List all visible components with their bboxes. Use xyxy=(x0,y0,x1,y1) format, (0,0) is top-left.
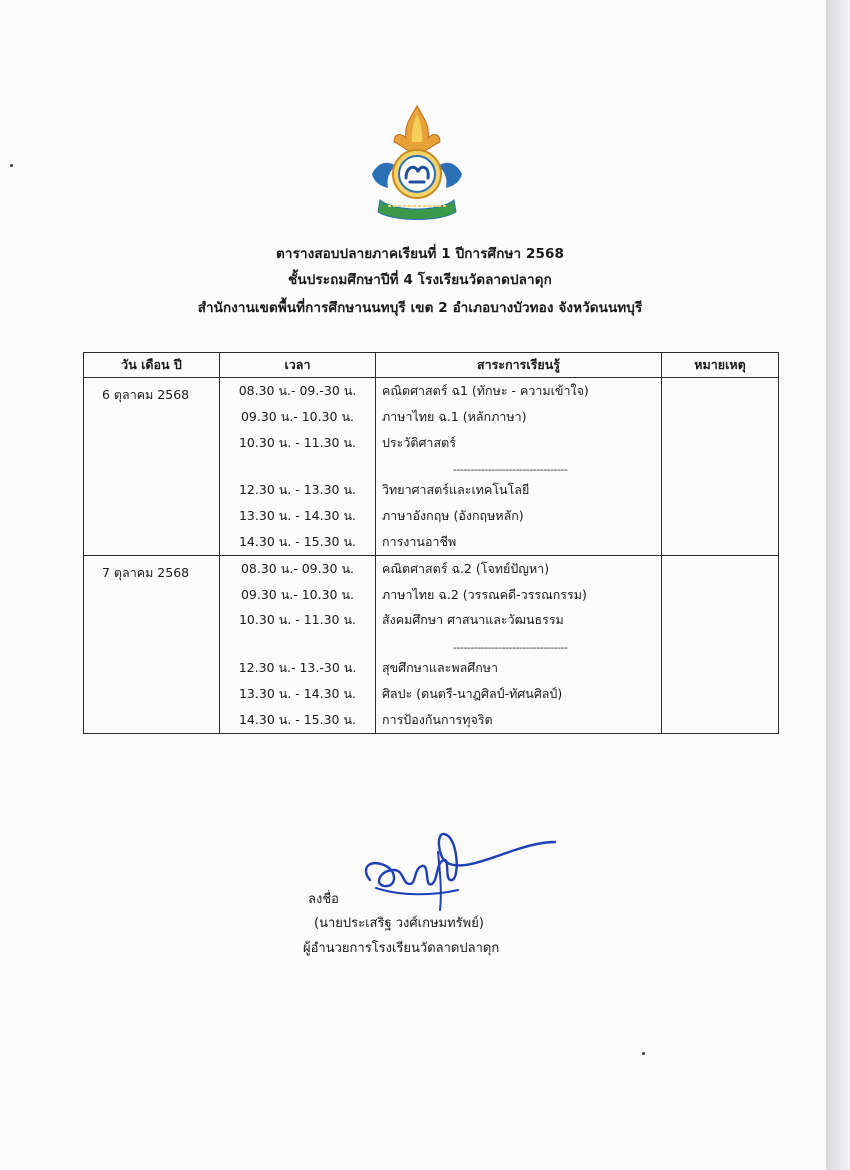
time-slot: 13.30 น. - 14.30 น. xyxy=(238,685,356,701)
time-slot: 08.30 น.- 09.30 น. xyxy=(240,560,355,576)
time-slot: 08.30 น.- 09.-30 น. xyxy=(238,383,357,398)
lunch-separator: --------------------------------- xyxy=(453,463,568,477)
date-cell: 6 ตุลาคม 2568 xyxy=(84,378,220,556)
time-slot: 14.30 น. - 15.30 น. xyxy=(238,711,356,727)
time-cell xyxy=(220,378,376,556)
subject-item: คณิตศาสตร์ ฉ1 (ทักษะ - ความเข้าใจ) xyxy=(382,383,589,398)
signer-name: (นายประเสริฐ วงศ์เกษมทรัพย์) xyxy=(314,916,484,931)
sign-label: ลงชื่อ xyxy=(308,892,339,907)
header-remark: หมายเหตุ xyxy=(662,353,779,378)
header-subject: สาระการเรียนรู้ xyxy=(376,353,662,378)
table-header-row xyxy=(84,353,779,378)
time-slot: 09.30 น.- 10.30 น. xyxy=(240,408,355,424)
remark-cell xyxy=(662,378,779,556)
title-line-3: สำนักงานเขตพื้นที่การศึกษานนทบุรี เขต 2 อำเภอบางบัวทอง จังหวัดนนทบุรี xyxy=(197,300,643,316)
subject-item: วิทยาศาสตร์และเทคโนโลยี xyxy=(382,482,530,498)
signer-position: ผู้อำนวยการโรงเรียนวัดลาดปลาดุก xyxy=(303,941,500,956)
subject-item: ภาษาไทย ฉ.2 (วรรณคดี-วรรณกรรม) xyxy=(382,586,587,602)
subject-item: การงานอาชีพ xyxy=(382,533,457,549)
scan-speck xyxy=(642,1052,645,1055)
time-slot: 10.30 น. - 11.30 น. xyxy=(238,612,356,628)
subject-item: ศิลปะ (ดนตรี-นาฎศิลป์-ทัศนศิลป์) xyxy=(382,685,563,701)
time-slot: 13.30 น. - 14.30 น. xyxy=(238,508,356,524)
subject-item: สุขศึกษาและพลศึกษา xyxy=(382,660,499,676)
scan-speck xyxy=(10,164,13,167)
time-slot: 10.30 น. - 11.30 น. xyxy=(238,434,356,450)
school-district-emblem-icon xyxy=(364,104,470,226)
subject-item: ประวัติศาสตร์ xyxy=(382,434,456,450)
subject-item: การป้องกันการทุจริต xyxy=(382,711,493,727)
lunch-separator: --------------------------------- xyxy=(453,641,568,655)
time-slot: 12.30 น.- 13.-30 น. xyxy=(238,660,357,676)
table-row xyxy=(84,555,779,733)
subject-item: สังคมศึกษา ศาสนาและวัฒนธรรม xyxy=(382,612,564,628)
subject-item: คณิตศาสตร์ ฉ.2 (โจทย์ปัญหา) xyxy=(382,560,550,576)
title-line-1: ตารางสอบปลายภาคเรียนที่ 1 ปีการศึกษา 2568 xyxy=(276,246,564,262)
time-cell xyxy=(220,555,376,733)
time-slot: 12.30 น. - 13.30 น. xyxy=(238,482,356,498)
title-line-2: ชั้นประถมศึกษาปีที่ 4 โรงเรียนวัดลาดปลาดุก xyxy=(288,272,552,288)
subject-item: ภาษาไทย ฉ.1 (หลักภาษา) xyxy=(382,408,527,424)
subject-item: ภาษาอังกฤษ (อังกฤษหลัก) xyxy=(382,508,524,524)
date-cell: 7 ตุลาคม 2568 xyxy=(84,555,220,733)
time-slot: 14.30 น. - 15.30 น. xyxy=(238,533,356,549)
header-time: เวลา xyxy=(220,353,376,378)
remark-cell xyxy=(662,555,779,733)
exam-schedule-table xyxy=(83,352,779,734)
time-slot: 09.30 น.- 10.30 น. xyxy=(240,586,355,602)
handwritten-signature-icon xyxy=(340,822,560,912)
scan-edge xyxy=(826,0,850,1170)
table-row xyxy=(84,378,779,556)
subject-cell xyxy=(376,555,662,733)
subject-cell xyxy=(376,378,662,556)
header-date: วัน เดือน ปี xyxy=(84,353,220,378)
